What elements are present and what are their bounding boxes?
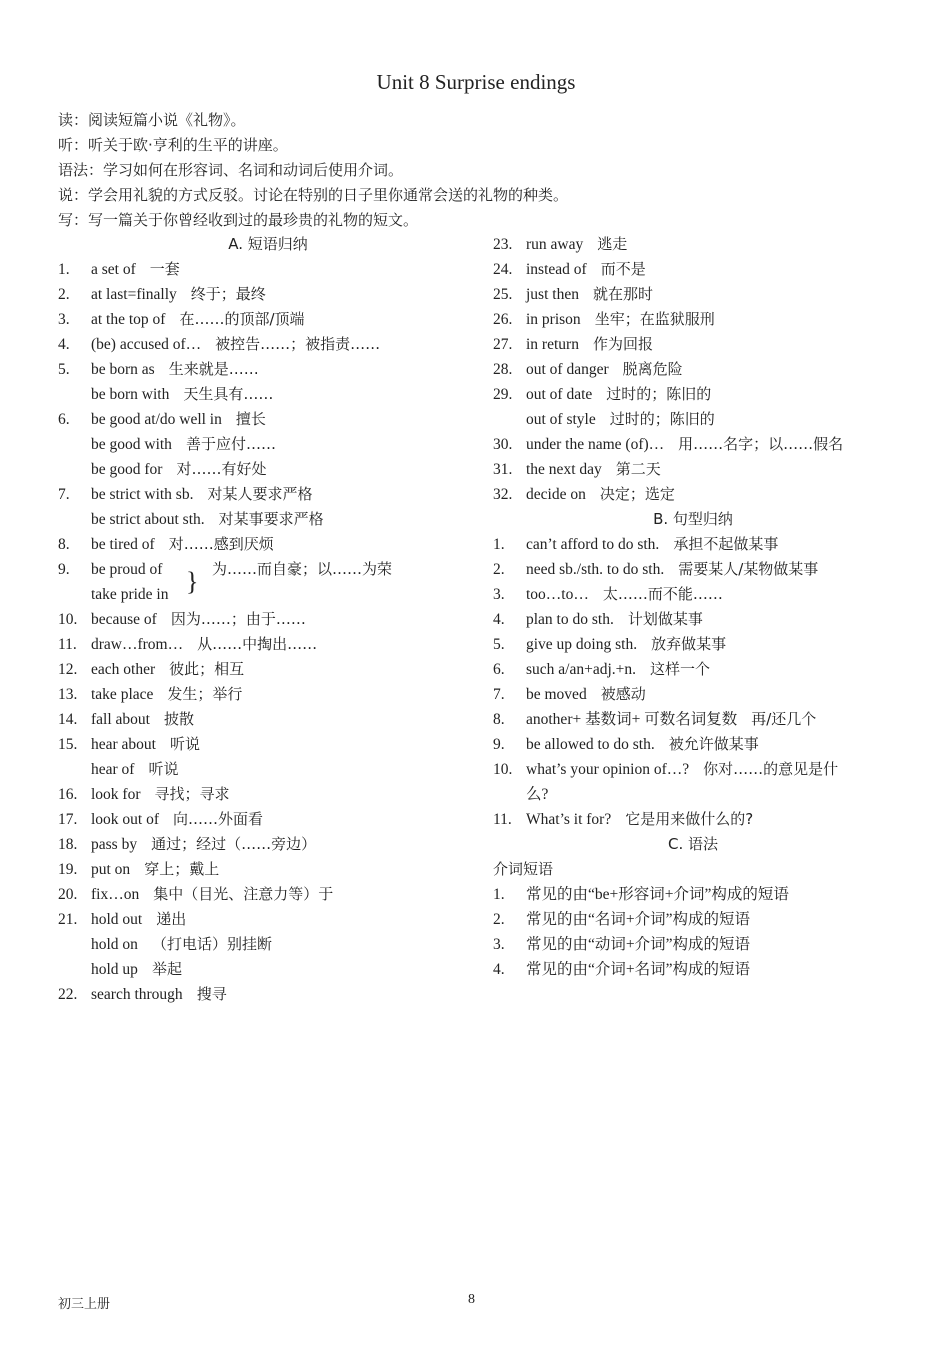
phrase-english: hold on — [91, 936, 138, 953]
phrase-text — [91, 682, 242, 707]
phrase-chinese: 就在那时 — [592, 285, 653, 303]
phrase-chinese: 从……中掏出…… — [197, 635, 318, 653]
phrase-chinese: 擅长 — [235, 410, 266, 428]
item-number: 2. — [493, 561, 505, 578]
phrase-chinese: 一套 — [149, 260, 180, 278]
phrase-chinese: 发生；举行 — [167, 685, 243, 703]
phrase-chinese: 向……外面看 — [173, 810, 264, 828]
phrase-row — [58, 807, 478, 832]
item-number: 1. — [493, 886, 505, 903]
phrase-text — [91, 482, 312, 507]
phrase-chinese: 披散 — [163, 710, 194, 728]
item-number: 10. — [58, 611, 78, 628]
phrase-text — [526, 682, 646, 707]
phrase-english: be good with — [91, 436, 172, 453]
phrase-english: fix…on — [91, 886, 140, 903]
phrase-row — [58, 482, 478, 507]
phrase-text — [526, 582, 723, 607]
item-number: 6. — [493, 661, 505, 678]
phrase-chinese: 在……的顶部/顶端 — [179, 310, 305, 328]
phrase-english: be tired of — [91, 536, 155, 553]
phrase-chinese: 你对……的意见是什 — [703, 760, 839, 778]
item-number: 25. — [493, 286, 513, 303]
phrase-english: at last=finally — [91, 286, 177, 303]
phrase-text — [526, 882, 803, 907]
phrase-text — [526, 632, 726, 657]
phrase-chinese: 太……而不能…… — [602, 585, 723, 603]
phrase-text — [91, 257, 180, 282]
phrase-english: be born as — [91, 361, 155, 378]
phrase-row — [493, 482, 893, 507]
objective-grammar: 语法：学习如何在形容词、名词和动词后使用介词。 — [58, 161, 404, 179]
phrase-chinese: 集中（目光、注意力等）于 — [153, 885, 334, 903]
item-number: 2. — [493, 911, 505, 928]
subsection-label: 介词短语 — [493, 860, 554, 878]
phrase-text — [91, 857, 219, 882]
phrase-chinese: 举起 — [151, 960, 182, 978]
phrase-text — [91, 357, 259, 382]
phrase-text — [91, 732, 200, 757]
phrase-row — [58, 407, 478, 432]
phrase-row — [58, 307, 478, 332]
phrase-english: be allowed to do sth. — [526, 736, 655, 753]
phrase-row — [493, 557, 893, 582]
phrase-chinese: 过时的；陈旧的 — [609, 410, 715, 428]
phrase-text — [526, 907, 764, 932]
item-number: 7. — [493, 686, 505, 703]
phrase-row — [493, 657, 893, 682]
item-number: 18. — [58, 836, 78, 853]
item-number: 24. — [493, 261, 513, 278]
phrase-chinese: 听说 — [148, 760, 179, 778]
phrase-english: too…to… — [526, 586, 589, 603]
phrase-row — [58, 357, 478, 382]
phrase-text — [526, 782, 562, 807]
phrase-text — [91, 607, 306, 632]
item-number: 3. — [493, 936, 505, 953]
phrase-english: be born with — [91, 386, 170, 403]
phrase-chinese: 听说 — [169, 735, 200, 753]
item-number: 4. — [493, 961, 505, 978]
phrase-text — [91, 832, 316, 857]
phrase-chinese: 需要某人/某物做某事 — [678, 560, 819, 578]
phrase-english: out of danger — [526, 361, 609, 378]
phrase-chinese: （打电话）别挂断 — [151, 935, 272, 953]
phrase-text — [91, 907, 186, 932]
item-number: 29. — [493, 386, 513, 403]
phrase-chinese: 决定；选定 — [599, 485, 675, 503]
phrase-chinese: 搜寻 — [196, 985, 227, 1003]
phrase-text — [91, 707, 194, 732]
item-number: 15. — [58, 736, 78, 753]
phrase-chinese: 对某事要求严格 — [218, 510, 324, 528]
phrase-chinese: 这样一个 — [650, 660, 711, 678]
objective-speaking: 说：学会用礼貌的方式反驳。讨论在特别的日子里你通常会送的礼物的种类。 — [58, 186, 569, 204]
phrase-chinese: 它是用来做什么的? — [625, 810, 754, 828]
phrase-chinese: 穿上；戴上 — [144, 860, 220, 878]
phrase-chinese: 放弃做某事 — [651, 635, 727, 653]
item-number: 9. — [58, 561, 70, 578]
phrase-chinese: 为……而自豪；以……为荣 — [212, 560, 393, 578]
phrase-english: in return — [526, 336, 579, 353]
phrase-english: look out of — [91, 811, 160, 828]
phrase-english: be good for — [91, 461, 163, 478]
phrase-chinese: 对某人要求严格 — [207, 485, 313, 503]
item-number: 10. — [493, 761, 513, 778]
item-number: 3. — [58, 311, 70, 328]
phrase-english: what’s your opinion of…? — [526, 761, 690, 778]
phrase-english: the next day — [526, 461, 602, 478]
phrase-text — [526, 432, 843, 457]
item-number: 20. — [58, 886, 78, 903]
phrase-row — [493, 707, 893, 732]
phrase-chinese: 对……有好处 — [176, 460, 267, 478]
phrase-english: put on — [91, 861, 131, 878]
phrase-text — [91, 557, 176, 582]
phrase-chinese: 坐牢；在监狱服刑 — [594, 310, 715, 328]
page-title: Unit 8 Surprise endings — [376, 70, 576, 94]
objective-listening: 听：听关于欧·亨利的生平的讲座。 — [58, 136, 288, 154]
phrase-english: look for — [91, 786, 141, 803]
phrase-chinese: 过时的；陈旧的 — [606, 385, 712, 403]
item-number: 5. — [58, 361, 70, 378]
phrase-row — [493, 757, 893, 782]
footer-book: 初三上册 — [58, 1297, 111, 1312]
phrase-row — [493, 307, 893, 332]
phrase-english: need sb./sth. to do sth. — [526, 561, 665, 578]
phrase-text — [91, 457, 266, 482]
item-number: 30. — [493, 436, 513, 453]
phrase-chinese: 对……感到厌烦 — [168, 535, 274, 553]
phrase-english: in prison — [526, 311, 581, 328]
phrase-row — [58, 782, 478, 807]
phrase-text — [91, 382, 273, 407]
item-number: 32. — [493, 486, 513, 503]
phrase-row — [58, 832, 478, 857]
phrase-row — [58, 732, 478, 757]
phrase-english: instead of — [526, 261, 587, 278]
phrase-english: just then — [526, 286, 579, 303]
phrase-row — [58, 982, 478, 1007]
phrase-english: (be) accused of… — [91, 336, 202, 353]
phrase-text — [91, 432, 276, 457]
phrase-chinese: 通过；经过（……旁边） — [151, 835, 317, 853]
item-number: 1. — [493, 536, 505, 553]
phrase-text — [526, 357, 683, 382]
phrase-row — [58, 332, 478, 357]
unit-objectives — [58, 108, 568, 233]
phrase-chinese: 递出 — [156, 910, 187, 928]
phrase-text — [91, 532, 274, 557]
item-number: 9. — [493, 736, 505, 753]
section-heading: C. 语法 — [667, 835, 718, 853]
phrase-chinese: 终于；最终 — [190, 285, 266, 303]
item-number: 4. — [58, 336, 70, 353]
item-number: 7. — [58, 486, 70, 503]
phrase-english: What’s it for? — [526, 811, 612, 828]
phrase-row — [58, 532, 478, 557]
phrase-row — [493, 532, 893, 557]
phrase-english: draw…from… — [91, 636, 184, 653]
phrase-text — [91, 882, 333, 907]
phrase-text — [91, 807, 263, 832]
phrase-english: take pride in — [91, 586, 169, 603]
phrase-english: plan to do sth. — [526, 611, 614, 628]
phrase-english: each other — [91, 661, 156, 678]
phrase-english: fall about — [91, 711, 150, 728]
item-number: 31. — [493, 461, 513, 478]
item-number: 21. — [58, 911, 78, 928]
phrase-english: 常见的由“be+形容词+介词”构成的短语 — [526, 886, 789, 903]
phrase-text — [526, 532, 778, 557]
phrase-row — [58, 282, 478, 307]
phrase-text — [91, 332, 380, 357]
phrase-text — [526, 807, 753, 832]
page-number: 8 — [468, 1292, 475, 1307]
item-number: 11. — [58, 636, 77, 653]
phrase-text — [91, 757, 178, 782]
phrase-chinese: 被允许做某事 — [668, 735, 759, 753]
phrase-row — [493, 282, 893, 307]
item-number: 13. — [58, 686, 78, 703]
phrase-text — [526, 557, 818, 582]
phrase-text — [91, 507, 324, 532]
phrase-row — [493, 457, 893, 482]
phrase-english: be good at/do well in — [91, 411, 222, 428]
phrase-row — [493, 607, 893, 632]
phrase-text — [91, 582, 182, 607]
phrase-text — [526, 957, 764, 982]
phrase-english: 么? — [526, 786, 549, 803]
phrase-row — [493, 682, 893, 707]
phrase-english: another+ 基数词+ 可数名词复数 — [526, 711, 738, 728]
phrase-english: be strict with sb. — [91, 486, 194, 503]
phrase-english: hold out — [91, 911, 143, 928]
phrase-chinese: 寻找；寻求 — [154, 785, 230, 803]
phrase-row — [58, 507, 478, 532]
item-number: 26. — [493, 311, 513, 328]
phrase-text — [526, 332, 653, 357]
phrase-text — [526, 257, 646, 282]
phrase-english: pass by — [91, 836, 138, 853]
phrase-row — [493, 882, 893, 907]
phrase-row — [493, 907, 893, 932]
item-number: 17. — [58, 811, 78, 828]
item-number: 16. — [58, 786, 78, 803]
item-number: 14. — [58, 711, 78, 728]
phrase-chinese: 再/还几个 — [751, 710, 817, 728]
phrase-text — [526, 732, 759, 757]
objective-writing: 写：写一篇关于你曾经收到过的最珍贵的礼物的短文。 — [58, 211, 419, 229]
phrase-text — [526, 657, 710, 682]
phrase-row — [58, 882, 478, 907]
phrase-text — [526, 707, 816, 732]
phrase-row — [58, 932, 478, 957]
phrase-text — [91, 407, 266, 432]
phrase-row — [58, 757, 478, 782]
phrase-row — [493, 407, 893, 432]
phrase-chinese: 彼此；相互 — [169, 660, 245, 678]
phrase-english: because of — [91, 611, 157, 628]
phrase-row — [493, 357, 893, 382]
phrase-chinese: 承担不起做某事 — [673, 535, 779, 553]
phrase-row — [58, 682, 478, 707]
phrase-chinese: 被控告……；被指责…… — [215, 335, 381, 353]
phrase-row — [58, 457, 478, 482]
phrase-english: out of style — [526, 411, 596, 428]
phrase-text — [526, 407, 715, 432]
item-number: 23. — [493, 236, 513, 253]
phrase-text — [526, 457, 661, 482]
phrase-english: be proud of — [91, 561, 163, 578]
phrase-row — [58, 957, 478, 982]
phrase-row — [58, 907, 478, 932]
phrase-row — [58, 607, 478, 632]
phrase-row — [58, 657, 478, 682]
item-number: 8. — [493, 711, 505, 728]
item-number: 8. — [58, 536, 70, 553]
section-heading: A. 短语归纳 — [228, 235, 308, 253]
phrase-english: can’t afford to do sth. — [526, 536, 660, 553]
phrase-english: be strict about sth. — [91, 511, 205, 528]
item-number: 4. — [493, 611, 505, 628]
item-number: 19. — [58, 861, 78, 878]
phrase-row — [493, 382, 893, 407]
phrase-english: run away — [526, 236, 584, 253]
phrase-english: give up doing sth. — [526, 636, 638, 653]
phrase-text — [526, 607, 703, 632]
phrase-text — [91, 957, 182, 982]
phrase-row — [493, 257, 893, 282]
item-number: 22. — [58, 986, 78, 1003]
item-number: 11. — [493, 811, 512, 828]
phrase-text — [91, 632, 317, 657]
phrase-chinese: 计划做某事 — [627, 610, 703, 628]
phrase-row — [493, 957, 893, 982]
phrase-text — [526, 307, 715, 332]
phrase-english: 常见的由“动词+介词”构成的短语 — [526, 936, 751, 953]
phrase-chinese: 作为回报 — [592, 335, 653, 353]
phrase-text — [526, 482, 675, 507]
phrase-row — [493, 232, 893, 257]
phrase-row — [58, 707, 478, 732]
phrase-text — [91, 782, 230, 807]
item-number: 27. — [493, 336, 513, 353]
section-heading: B. 句型归纳 — [653, 510, 733, 528]
phrase-text — [91, 982, 227, 1007]
phrase-row — [58, 632, 478, 657]
phrase-row — [58, 382, 478, 407]
phrase-english: out of date — [526, 386, 593, 403]
phrase-english: 常见的由“名词+介词”构成的短语 — [526, 911, 751, 928]
phrase-chinese: 而不是 — [600, 260, 646, 278]
phrase-english: at the top of — [91, 311, 166, 328]
phrase-english: a set of — [91, 261, 136, 278]
phrase-chinese: 天生具有…… — [183, 385, 274, 403]
item-number: 2. — [58, 286, 70, 303]
objective-reading: 读：阅读短篇小说《礼物》。 — [58, 111, 246, 129]
phrase-text — [526, 757, 838, 782]
phrase-row — [493, 332, 893, 357]
phrase-row — [493, 732, 893, 757]
phrase-chinese: 因为……；由于…… — [170, 610, 306, 628]
phrase-row — [493, 807, 893, 832]
item-number: 12. — [58, 661, 78, 678]
phrase-row — [58, 257, 478, 282]
phrase-row — [493, 432, 893, 457]
item-number: 28. — [493, 361, 513, 378]
phrase-row — [493, 582, 893, 607]
left-column — [58, 232, 478, 1007]
phrase-english: decide on — [526, 486, 586, 503]
phrase-english: search through — [91, 986, 183, 1003]
phrase-english: under the name (of)… — [526, 436, 665, 453]
phrase-row — [58, 857, 478, 882]
phrase-text — [91, 307, 305, 332]
phrase-row — [58, 432, 478, 457]
phrase-text — [526, 382, 711, 407]
brace-bracket: } — [186, 567, 199, 596]
phrase-chinese: 脱离危险 — [622, 360, 683, 378]
phrase-text — [91, 282, 266, 307]
phrase-chinese: 用……名字；以……假名 — [678, 435, 844, 453]
phrase-english: take place — [91, 686, 154, 703]
phrase-english: hear of — [91, 761, 135, 778]
phrase-text — [526, 282, 653, 307]
item-number: 5. — [493, 636, 505, 653]
phrase-text — [91, 657, 244, 682]
right-column — [493, 232, 893, 982]
phrase-chinese: 被感动 — [600, 685, 646, 703]
phrase-english: hold up — [91, 961, 138, 978]
phrase-text — [526, 932, 764, 957]
phrase-english: 常见的由“介词+名词”构成的短语 — [526, 961, 751, 978]
phrase-row — [493, 932, 893, 957]
phrase-english: such a/an+adj.+n. — [526, 661, 637, 678]
phrase-row — [58, 582, 478, 607]
phrase-row — [493, 632, 893, 657]
item-number: 6. — [58, 411, 70, 428]
phrase-chinese: 善于应付…… — [185, 435, 276, 453]
item-number: 1. — [58, 261, 70, 278]
phrase-text — [526, 232, 627, 257]
phrase-english: be moved — [526, 686, 587, 703]
phrase-row — [493, 782, 893, 807]
phrase-chinese: 第二天 — [615, 460, 661, 478]
phrase-english: hear about — [91, 736, 156, 753]
phrase-chinese: 生来就是…… — [168, 360, 259, 378]
phrase-text — [91, 932, 272, 957]
item-number: 3. — [493, 586, 505, 603]
phrase-chinese: 逃走 — [597, 235, 628, 253]
